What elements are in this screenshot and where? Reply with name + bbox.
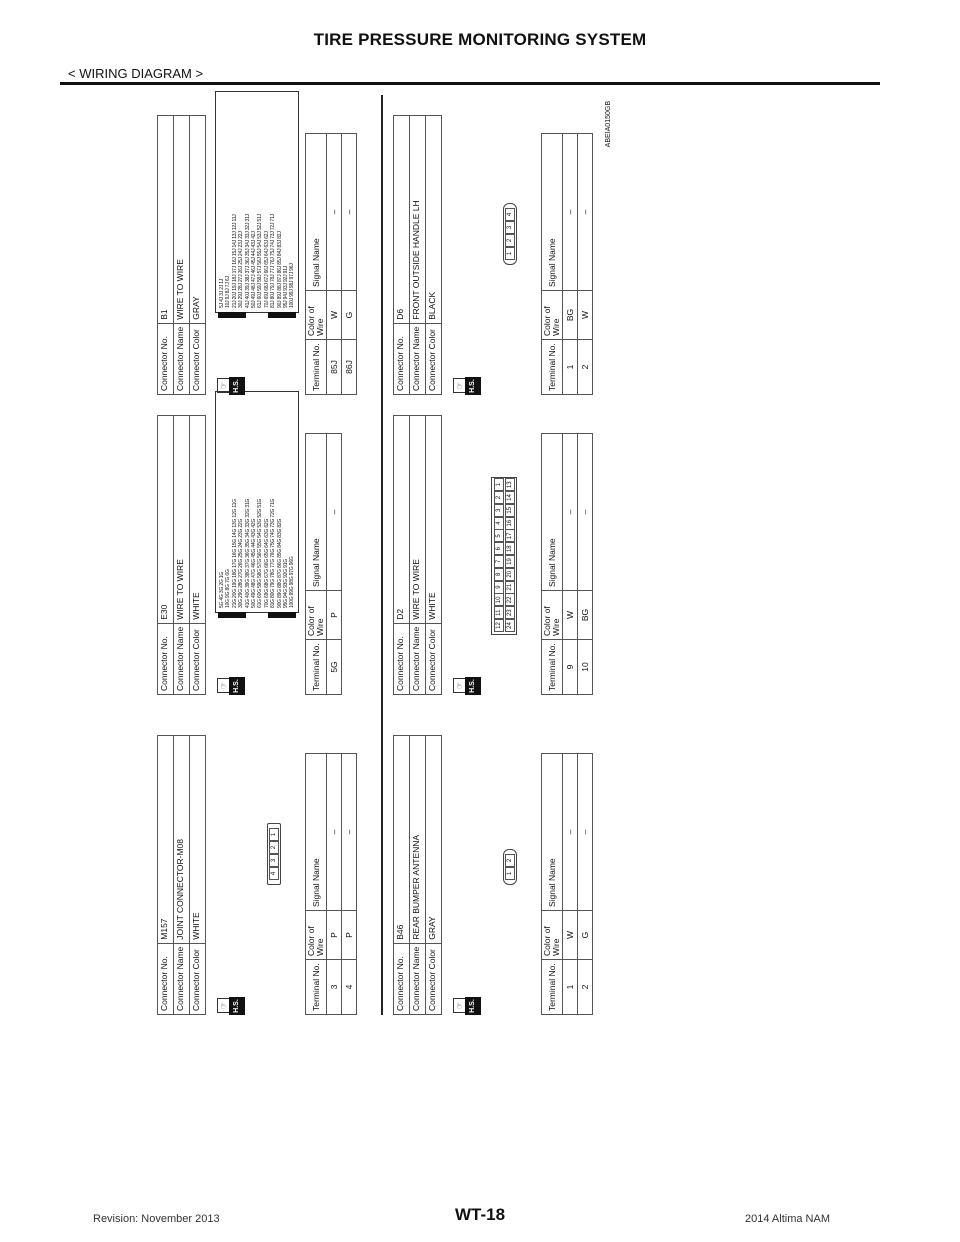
info-label: Connector Name xyxy=(410,943,426,1014)
pin-cell: 11 xyxy=(494,606,504,619)
terminal-header: Terminal No. xyxy=(306,640,327,695)
pin-row: 90G 89G 88G 87G 86G 85G 84G 83G 82G xyxy=(276,518,283,608)
terminal-row xyxy=(327,754,342,1015)
info-label: Connector Name xyxy=(410,623,426,694)
info-row xyxy=(190,116,206,395)
pin-cell: 2 xyxy=(505,854,515,867)
info-value: WHITE xyxy=(426,416,442,624)
revision-label: Revision: November 2013 xyxy=(93,1213,220,1225)
pin-row: 41G 40G 39G 38G 37G 36G 35G 34G 33G 32G 31G xyxy=(244,498,251,608)
info-value: WIRE TO WIRE xyxy=(174,116,190,324)
hs-label: H.S. xyxy=(465,997,481,1015)
pin-cell: 1 xyxy=(505,247,515,260)
info-label: Connector No. xyxy=(394,623,410,694)
info-row xyxy=(190,416,206,695)
hs-label: H.S. xyxy=(229,377,245,395)
terminal-header: Signal Name xyxy=(306,434,327,591)
info-row xyxy=(410,416,426,695)
info-label: Connector Color xyxy=(190,943,206,1014)
pin-cell: 15 xyxy=(505,504,515,517)
connector-info-table xyxy=(157,115,206,395)
info-value: GRAY xyxy=(426,736,442,944)
pin-row: 100J 99J 98J 97J 96J xyxy=(289,263,296,308)
info-label: Connector Color xyxy=(426,943,442,1014)
terminal-cell-terminal: 2 xyxy=(578,960,593,1015)
terminal-cell-wire: BG xyxy=(578,591,593,640)
info-row xyxy=(426,116,442,395)
pin-cell: 1 xyxy=(269,828,279,841)
terminal-cell-signal: – xyxy=(578,754,593,911)
pin-cell: 1 xyxy=(505,867,515,880)
pin-row: 30G 29G 28G 27G 26G 25G 24G 23G 22G xyxy=(238,518,245,608)
terminal-cell-signal: – xyxy=(342,754,357,911)
terminal-cell-signal: – xyxy=(327,434,342,591)
info-row xyxy=(426,736,442,1015)
pin-row: 21J 20J 19J 18J 17J 16J 15J 14J 13J 12J 11J xyxy=(231,214,238,308)
pin-row: 30J 29J 28J 27J 26J 25J 24J 23J 22J xyxy=(238,231,245,308)
info-label: Connector Name xyxy=(174,623,190,694)
pin-row: 21G 20G 19G 18G 17G 16G 15G 14G 13G 12G 11G xyxy=(231,499,238,608)
pin-row: 95G 94G 93G 92G 91G xyxy=(283,558,289,608)
connector-latch xyxy=(218,312,246,318)
terminal-header: Color of Wire xyxy=(306,591,327,640)
info-row xyxy=(158,736,174,1015)
hand-icon: ☞ xyxy=(453,378,466,393)
info-label: Connector Color xyxy=(426,623,442,694)
info-label: Connector Name xyxy=(174,323,190,394)
info-value: WIRE TO WIRE xyxy=(410,416,426,624)
hand-icon: ☞ xyxy=(453,998,466,1013)
pin-cell: 4 xyxy=(269,867,279,880)
terminal-header-row xyxy=(542,754,563,1015)
terminal-header: Signal Name xyxy=(542,434,563,591)
terminal-cell-signal: – xyxy=(327,134,342,291)
terminal-row xyxy=(342,134,357,395)
terminal-table xyxy=(305,433,342,695)
terminal-cell-terminal: 86J xyxy=(342,340,357,395)
pin-cell: 1 xyxy=(494,478,504,491)
pin-cell: 7 xyxy=(494,555,504,568)
terminal-row xyxy=(342,754,357,1015)
info-value: FRONT OUTSIDE HANDLE LH xyxy=(410,116,426,324)
hs-label: H.S. xyxy=(465,377,481,395)
info-value: B1 xyxy=(158,116,174,324)
pin-cell: 4 xyxy=(494,517,504,530)
terminal-header: Terminal No. xyxy=(542,340,563,395)
pin-row: 70G 69G 68G 67G 66G 65G 64G 63G 62G xyxy=(263,518,270,608)
terminal-header: Color of Wire xyxy=(542,591,563,640)
header-rule xyxy=(60,82,880,85)
connector-panel-e30 xyxy=(155,405,375,695)
terminal-header-row xyxy=(542,134,563,395)
pin-cell: 5 xyxy=(494,529,504,542)
pin-row: 70J 69J 68J 67J 66J 65J 64J 63J 62J xyxy=(263,231,270,308)
connector-diagram xyxy=(155,95,615,1015)
terminal-row xyxy=(327,434,342,695)
terminal-cell-wire: W xyxy=(578,291,593,340)
terminal-cell-wire: P xyxy=(342,911,357,960)
info-label: Connector No. xyxy=(394,943,410,1014)
pin-cell: 2 xyxy=(505,234,515,247)
terminal-cell-terminal: 9 xyxy=(563,640,578,695)
terminal-cell-signal: – xyxy=(578,134,593,291)
terminal-header-row xyxy=(306,434,327,695)
info-value: D2 xyxy=(394,416,410,624)
info-value: D6 xyxy=(394,116,410,324)
pin-row: 81J 80J 79J 78J 77J 76J 75J 74J 73J 72J 71J xyxy=(270,214,277,308)
hs-icon xyxy=(453,377,481,395)
terminal-cell-terminal: 10 xyxy=(578,640,593,695)
info-label: Connector Color xyxy=(426,323,442,394)
pin-row: 100G 99G 98G 97G 96G xyxy=(289,556,296,608)
connector-panel-b46 xyxy=(391,725,611,1015)
terminal-cell-signal: – xyxy=(563,754,578,911)
terminal-cell-wire: W xyxy=(563,911,578,960)
pin-row: 5J 4J 3J 2J 1J xyxy=(219,278,225,308)
hand-icon: ☞ xyxy=(217,998,230,1013)
terminal-row xyxy=(578,754,593,1015)
info-value: E30 xyxy=(158,416,174,624)
info-value: B46 xyxy=(394,736,410,944)
page-number: WT-18 xyxy=(454,1205,506,1224)
pin-row: 50G 49G 48G 47G 46G 45G 44G 43G 42G xyxy=(251,518,257,608)
connector-info-table xyxy=(393,115,442,395)
terminal-header: Terminal No. xyxy=(542,640,563,695)
info-value: REAR BUMPER ANTENNA xyxy=(410,736,426,944)
pin-cell: 2 xyxy=(269,841,279,854)
pin-cell: 21 xyxy=(505,581,515,594)
figure-code: ABEIA0150GB xyxy=(605,101,612,148)
connector-info-table xyxy=(157,415,206,695)
section-label: < WIRING DIAGRAM > xyxy=(68,66,204,81)
terminal-header-row xyxy=(306,134,327,395)
pin-cell: 3 xyxy=(505,221,515,234)
connector-info-table xyxy=(393,415,442,695)
terminal-table xyxy=(305,753,357,1015)
pin-cell: 4 xyxy=(505,208,515,221)
terminal-table xyxy=(541,133,593,395)
info-row xyxy=(158,116,174,395)
connector-face xyxy=(503,849,517,885)
hs-icon xyxy=(217,377,245,395)
info-label: Connector No. xyxy=(394,323,410,394)
terminal-cell-terminal: 4 xyxy=(342,960,357,1015)
terminal-cell-wire: W xyxy=(327,291,342,340)
hs-icon xyxy=(217,677,245,695)
info-row xyxy=(394,736,410,1015)
terminal-header: Terminal No. xyxy=(542,960,563,1015)
pin-row: 10J 9J 8J 7J 6J xyxy=(225,276,232,308)
info-label: Connector No. xyxy=(158,943,174,1014)
pin-row: 50J 49J 48J 47J 46J 45J 44J 43J 42J xyxy=(251,231,257,308)
panel-divider xyxy=(381,95,383,1015)
terminal-cell-signal: – xyxy=(563,434,578,591)
terminal-cell-terminal: 1 xyxy=(563,340,578,395)
hs-label: H.S. xyxy=(229,677,245,695)
connector-panel-d6 xyxy=(391,101,612,395)
info-row xyxy=(410,736,426,1015)
info-label: Connector Name xyxy=(410,323,426,394)
info-row xyxy=(190,736,206,1015)
info-label: Connector Color xyxy=(190,323,206,394)
terminal-header: Color of Wire xyxy=(306,291,327,340)
pin-cell: 19 xyxy=(505,555,515,568)
pin-row: 10G 9G 8G 7G 6G xyxy=(225,569,232,608)
terminal-row xyxy=(563,434,578,695)
terminal-header: Signal Name xyxy=(542,754,563,911)
info-value: M157 xyxy=(158,736,174,944)
connector-panel-b1 xyxy=(155,105,375,395)
pin-cell: 24 xyxy=(505,619,515,632)
pin-cell: 9 xyxy=(494,581,504,594)
pin-cell: 20 xyxy=(505,568,515,581)
info-value: WHITE xyxy=(190,416,206,624)
connector-face xyxy=(215,91,299,313)
info-row xyxy=(394,416,410,695)
info-row xyxy=(174,736,190,1015)
info-row xyxy=(410,116,426,395)
info-value: WIRE TO WIRE xyxy=(174,416,190,624)
pin-cell: 3 xyxy=(494,504,504,517)
model-label: 2014 Altima NAM xyxy=(745,1213,830,1225)
pin-cell: 2 xyxy=(494,491,504,504)
pin-cell: 13 xyxy=(505,478,515,491)
pin-row: 61G 60G 59G 58G 57G 56G 55G 54G 53G 52G 51G xyxy=(257,498,264,608)
connector-face xyxy=(215,391,299,613)
terminal-header: Signal Name xyxy=(306,134,327,291)
info-value: WHITE xyxy=(190,736,206,944)
connector-info-table xyxy=(393,735,442,1015)
connector-panel-d2 xyxy=(391,405,611,695)
info-row xyxy=(394,116,410,395)
hs-icon xyxy=(453,997,481,1015)
pin-cell: 3 xyxy=(269,854,279,867)
terminal-table xyxy=(541,753,593,1015)
pin-row: 5G 4G 3G 2G 1G xyxy=(219,571,225,608)
pin-row: 61J 60J 59J 58J 57J 56J 55J 54J 53J 52J 51J xyxy=(257,214,264,308)
terminal-cell-terminal: 2 xyxy=(578,340,593,395)
terminal-cell-signal: – xyxy=(578,434,593,591)
hand-icon: ☞ xyxy=(217,678,230,693)
page-title: TIRE PRESSURE MONITORING SYSTEM xyxy=(313,30,647,49)
hs-label: H.S. xyxy=(465,677,481,695)
terminal-cell-terminal: 85J xyxy=(327,340,342,395)
hs-icon xyxy=(217,997,245,1015)
info-row xyxy=(174,416,190,695)
info-value: GRAY xyxy=(190,116,206,324)
pin-cell: 17 xyxy=(505,529,515,542)
hand-icon: ☞ xyxy=(453,678,466,693)
terminal-cell-wire: P xyxy=(327,911,342,960)
connector-latch xyxy=(268,312,296,318)
hs-icon xyxy=(453,677,481,695)
terminal-cell-terminal: 1 xyxy=(563,960,578,1015)
pin-row: 81G 80G 79G 78G 77G 76G 75G 74G 73G 72G 71G xyxy=(270,498,277,608)
terminal-cell-wire: G xyxy=(342,291,357,340)
hs-label: H.S. xyxy=(229,997,245,1015)
connector-face xyxy=(503,203,517,265)
terminal-cell-signal: – xyxy=(342,134,357,291)
info-row xyxy=(158,416,174,695)
terminal-header-row xyxy=(306,754,327,1015)
terminal-cell-wire: P xyxy=(327,591,342,640)
info-value: JOINT CONNECTOR-M08 xyxy=(174,736,190,944)
terminal-cell-signal: – xyxy=(563,134,578,291)
pin-row: 95J 94J 93J 92J 91J xyxy=(283,265,289,308)
terminal-header: Color of Wire xyxy=(542,291,563,340)
pin-cell: 10 xyxy=(494,593,504,606)
terminal-row xyxy=(578,134,593,395)
terminal-cell-signal: – xyxy=(327,754,342,911)
terminal-header-row xyxy=(542,434,563,695)
pin-cell: 6 xyxy=(494,542,504,555)
terminal-row xyxy=(563,754,578,1015)
terminal-cell-terminal: 3 xyxy=(327,960,342,1015)
info-label: Connector No. xyxy=(158,623,174,694)
pin-cell: 14 xyxy=(505,491,515,504)
terminal-row xyxy=(578,434,593,695)
info-row xyxy=(174,116,190,395)
terminal-header: Color of Wire xyxy=(542,911,563,960)
pin-cell: 12 xyxy=(494,619,504,632)
pin-row: 41J 40J 39J 38J 37J 36J 35J 34J 33J 32J 31J xyxy=(244,214,251,308)
info-row xyxy=(426,416,442,695)
terminal-cell-wire: G xyxy=(578,911,593,960)
info-label: Connector No. xyxy=(158,323,174,394)
pin-cell: 23 xyxy=(505,606,515,619)
info-value: BLACK xyxy=(426,116,442,324)
terminal-cell-terminal: 5G xyxy=(327,640,342,695)
terminal-header: Terminal No. xyxy=(306,340,327,395)
connector-info-table xyxy=(157,735,206,1015)
connector-panel-m157 xyxy=(155,725,375,1015)
terminal-row xyxy=(563,134,578,395)
pin-cell: 8 xyxy=(494,568,504,581)
terminal-header: Color of Wire xyxy=(306,911,327,960)
terminal-header: Terminal No. xyxy=(306,960,327,1015)
terminal-table xyxy=(541,433,593,695)
pin-row: 90J 89J 88J 87J 86J 85J 84J 83J 82J xyxy=(276,231,283,308)
pin-cell: 18 xyxy=(505,542,515,555)
terminal-header: Signal Name xyxy=(306,754,327,911)
terminal-cell-wire: BG xyxy=(563,291,578,340)
terminal-cell-wire: W xyxy=(563,591,578,640)
terminal-table xyxy=(305,133,357,395)
pin-cell: 16 xyxy=(505,517,515,530)
pin-cell: 22 xyxy=(505,593,515,606)
info-label: Connector Name xyxy=(174,943,190,1014)
terminal-header: Signal Name xyxy=(542,134,563,291)
connector-face xyxy=(491,477,517,635)
connector-latch xyxy=(268,612,296,618)
hand-icon: ☞ xyxy=(217,378,230,393)
info-label: Connector Color xyxy=(190,623,206,694)
connector-face xyxy=(267,823,281,885)
terminal-row xyxy=(327,134,342,395)
connector-latch xyxy=(218,612,246,618)
